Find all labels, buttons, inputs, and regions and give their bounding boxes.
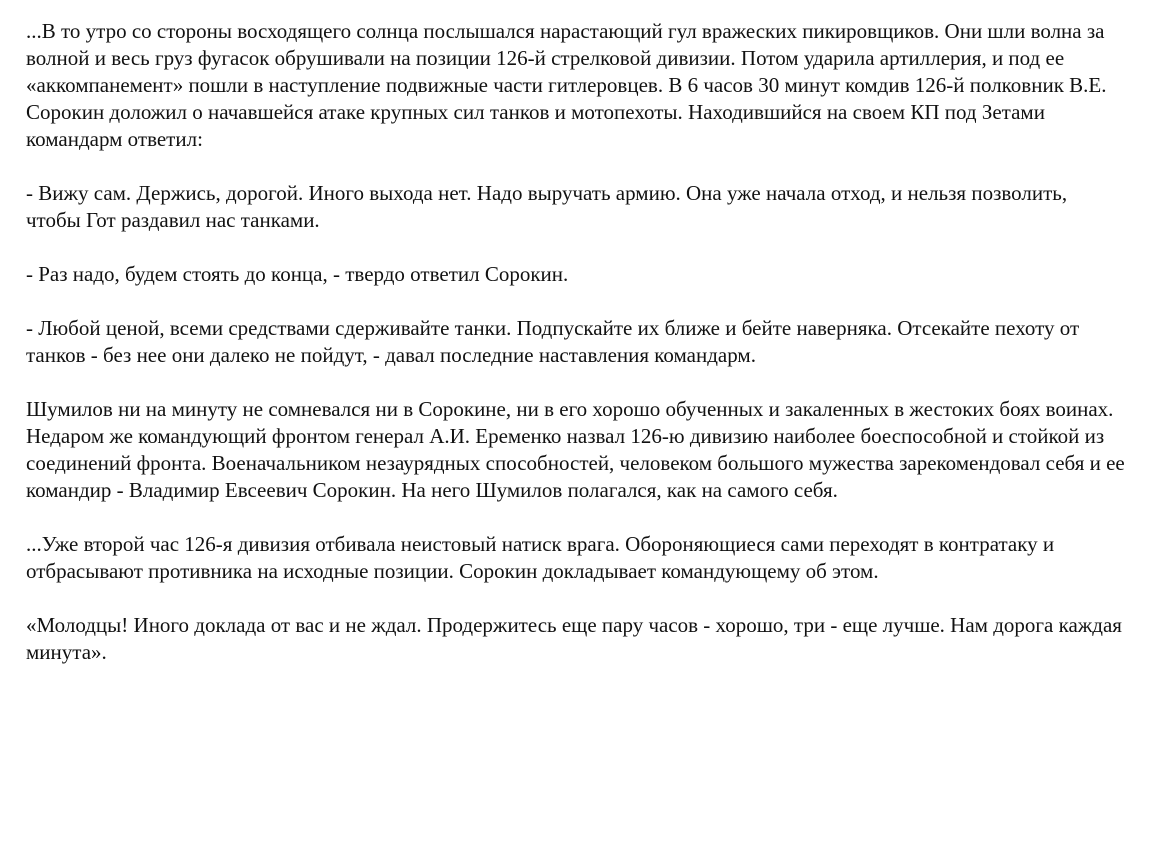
paragraph-2: - Вижу сам. Держись, дорогой. Иного выхода нет. Надо выручать армию. Она уже начала отход, и нельзя позволить, чтобы Гот раздавил нас танками. xyxy=(26,181,1068,232)
document-body xyxy=(26,18,1126,693)
paragraph-3: - Раз надо, будем стоять до конца, - твердо ответил Сорокин. xyxy=(26,262,569,286)
paragraph-4: - Любой ценой, всеми средствами сдерживайте танки. Подпускайте их ближе и бейте наверняка. Отсекайте пехоту от танков - без нее они далеко не пойдут, - давал последние наставления командарм. xyxy=(26,316,1080,367)
paragraph-7: «Молодцы! Иного доклада от вас и не ждал. Продержитесь еще пару часов - хорошо, три - еще лучше. Нам дорога каждая минута». xyxy=(26,613,1122,664)
paragraph-6: ...Уже второй час 126-я дивизия отбивала неистовый натиск врага. Обороняющиеся сами переходят в контратаку и отбрасывают противника на исходные позиции. Сорокин докладывает командующему об этом. xyxy=(26,532,1055,583)
paragraph-5: Шумилов ни на минуту не сомневался ни в Сорокине, ни в его хорошо обученных и закаленных в жестоких боях воинах. Недаром же командующий фронтом генерал А.И. Еременко назвал 126-ю дивизию наиболее боеспособной и стойкой из соединений фронта. Военачальником незаурядных способностей, человеком большого мужества зарекомендовал себя и ее командир - Владимир Евсеевич Сорокин. На него Шумилов полагался, как на самого себя. xyxy=(26,397,1125,502)
paragraph-1: ...В то утро со стороны восходящего солнца послышался нарастающий гул вражеских пикировщиков. Они шли волна за волной и весь груз фугасок обрушивали на позиции 126-й стрелковой дивизии. Потом ударила артиллерия, и под ее «аккомпанемент» пошли в наступление подвижные части гитлеровцев. В 6 часов 30 минут комдив 126-й полковник В.Е. Сорокин доложил о начавшейся атаке крупных сил танков и мотопехоты. Находившийся на своем КП под Зетами командарм ответил: xyxy=(26,19,1107,151)
